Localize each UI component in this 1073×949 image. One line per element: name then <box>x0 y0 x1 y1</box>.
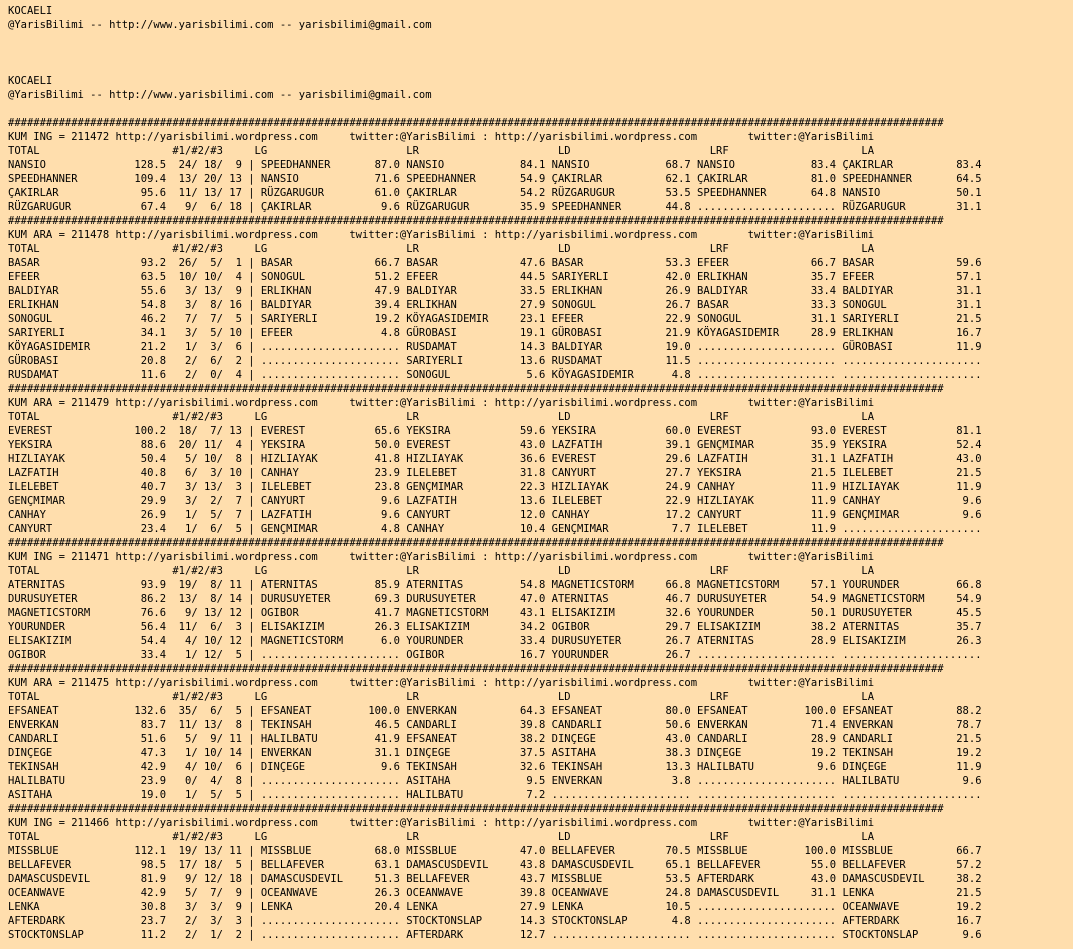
report-line: MISSBLUE 112.1 19/ 13/ 11 | MISSBLUE 68.0 MISSBLUE 47.0 BELLAFEVER 70.5 MISSBLUE 100.0 MISSBLUE 66.7 <box>8 845 982 857</box>
report-line <box>8 32 1073 46</box>
report-line: LENKA 30.8 3/ 3/ 9 | LENKA 20.4 LENKA 27.9 LENKA 10.5 ...................... OCEANWAVE 19.2 <box>8 901 982 913</box>
report-line: OGIBOR 33.4 1/ 12/ 5 | ...................... OGIBOR 16.7 YOURUNDER 26.7 ...................... ...................... <box>8 649 982 661</box>
report-line: TEKINSAH 42.9 4/ 10/ 6 | DINÇEGE 9.6 TEKINSAH 32.6 TEKINSAH 13.3 HALILBATU 9.6 DINÇEGE 11.9 <box>8 761 982 773</box>
report-line <box>8 60 1073 74</box>
report-line: RUSDAMAT 11.6 2/ 0/ 4 | ...................... SONOGUL 5.6 KÖYAGASIDEMIR 4.8 ...................... ...................... <box>8 369 982 381</box>
report-line: @YarisBilimi -- http://www.yarisbilimi.com -- yarisbilimi@gmail.com <box>8 89 432 101</box>
report-line: ENVERKAN 83.7 11/ 13/ 8 | TEKINSAH 46.5 CANDARLI 39.8 CANDARLI 50.6 ENVERKAN 71.4 ENVERKAN 78.7 <box>8 719 982 731</box>
report-line: KOCAELI <box>8 5 53 17</box>
report-line: LAZFATIH 40.8 6/ 3/ 10 | CANHAY 23.9 ILELEBET 31.8 CANYURT 27.7 YEKSIRA 21.5 ILELEBET 21.5 <box>8 467 982 479</box>
report-line: CANHAY 26.9 1/ 5/ 7 | LAZFATIH 9.6 CANYURT 12.0 CANHAY 17.2 CANYURT 11.9 GENÇMIMAR 9.6 <box>8 509 982 521</box>
report-line: YEKSIRA 88.6 20/ 11/ 4 | YEKSIRA 50.0 EVEREST 43.0 LAZFATIH 39.1 GENÇMIMAR 35.9 YEKSIRA 52.4 <box>8 439 982 451</box>
report-line: EFSANEAT 132.6 35/ 6/ 5 | EFSANEAT 100.0 ENVERKAN 64.3 EFSANEAT 80.0 EFSANEAT 100.0 EFSANEAT 88.2 <box>8 705 982 717</box>
report-line: AFTERDARK 23.7 2/ 3/ 3 | ...................... STOCKTONSLAP 14.3 STOCKTONSLAP 4.8 ...................... AFTERDARK 16.7 <box>8 915 982 927</box>
report-line: BASAR 93.2 26/ 5/ 1 | BASAR 66.7 BASAR 47.6 BASAR 53.3 EFEER 66.7 BASAR 59.6 <box>8 257 982 269</box>
report-line: #################################################################################################################################################### <box>8 537 944 549</box>
report-line: KÖYAGASIDEMIR 21.2 1/ 3/ 6 | ...................... RUSDAMAT 14.3 BALDIYAR 19.0 ...................... GÜROBASI 11.9 <box>8 341 982 353</box>
report-line: #################################################################################################################################################### <box>8 803 944 815</box>
report-line: ELISAKIZIM 54.4 4/ 10/ 12 | MAGNETICSTORM 6.0 YOURUNDER 33.4 DURUSUYETER 26.7 ATERNITAS 28.9 ELISAKIZIM 26.3 <box>8 635 982 647</box>
report-line: KUM ING = 211472 http://yarisbilimi.wordpress.com twitter:@YarisBilimi : http://yarisbilimi.wordpress.com twitter:@YarisBilimi <box>8 131 875 143</box>
report-line: RÜZGARUGUR 67.4 9/ 6/ 18 | ÇAKIRLAR 9.6 RÜZGARUGUR 35.9 SPEEDHANNER 44.8 ...................... RÜZGARUGUR 31.1 <box>8 201 982 213</box>
report-line: ERLIKHAN 54.8 3/ 8/ 16 | BALDIYAR 39.4 ERLIKHAN 27.9 SONOGUL 26.7 BASAR 33.3 SONOGUL 31.1 <box>8 299 982 311</box>
report-line: STOCKTONSLAP 11.2 2/ 1/ 2 | ...................... AFTERDARK 12.7 ...................... ...................... STOCKTONSLAP 9.6 <box>8 929 982 941</box>
report-line: CANDARLI 51.6 5/ 9/ 11 | HALILBATU 41.9 EFSANEAT 38.2 DINÇEGE 43.0 CANDARLI 28.9 CANDARLI 21.5 <box>8 733 982 745</box>
report-line: #################################################################################################################################################### <box>8 663 944 675</box>
report-line: KUM ARA = 211475 http://yarisbilimi.wordpress.com twitter:@YarisBilimi : http://yarisbilimi.wordpress.com twitter:@YarisBilimi <box>8 677 875 689</box>
report-line: BALDIYAR 55.6 3/ 13/ 9 | ERLIKHAN 47.9 BALDIYAR 33.5 ERLIKHAN 26.9 BALDIYAR 33.4 BALDIYAR 31.1 <box>8 285 982 297</box>
report-line <box>8 46 1073 60</box>
report-line: TOTAL #1/#2/#3 LG LR LD LRF LA <box>8 145 875 157</box>
report-line: BELLAFEVER 98.5 17/ 18/ 5 | BELLAFEVER 63.1 DAMASCUSDEVIL 43.8 DAMASCUSDEVIL 65.1 BELLAFEVER 55.0 BELLAFEVER 57.2 <box>8 859 982 871</box>
report-line: #################################################################################################################################################### <box>8 117 944 129</box>
report-line: GÜROBASI 20.8 2/ 6/ 2 | ...................... SARIYERLI 13.6 RUSDAMAT 11.5 ...................... ...................... <box>8 355 982 367</box>
report-line: SONOGUL 46.2 7/ 7/ 5 | SARIYERLI 19.2 KÖYAGASIDEMIR 23.1 EFEER 22.9 SONOGUL 31.1 SARIYERLI 21.5 <box>8 313 982 325</box>
report-line: TOTAL #1/#2/#3 LG LR LD LRF LA <box>8 411 875 423</box>
report-line: TOTAL #1/#2/#3 LG LR LD LRF LA <box>8 831 875 843</box>
report-line: @YarisBilimi -- http://www.yarisbilimi.com -- yarisbilimi@gmail.com <box>8 19 432 31</box>
report-line: SARIYERLI 34.1 3/ 5/ 10 | EFEER 4.8 GÜROBASI 19.1 GÜROBASI 21.9 KÖYAGASIDEMIR 28.9 ERLIKHAN 16.7 <box>8 327 982 339</box>
report-line: KUM ING = 211471 http://yarisbilimi.wordpress.com twitter:@YarisBilimi : http://yarisbilimi.wordpress.com twitter:@YarisBilimi <box>8 551 875 563</box>
report-line: ILELEBET 40.7 3/ 13/ 3 | ILELEBET 23.8 GENÇMIMAR 22.3 HIZLIAYAK 24.9 CANHAY 11.9 HIZLIAYAK 11.9 <box>8 481 982 493</box>
report-line: ÇAKIRLAR 95.6 11/ 13/ 17 | RÜZGARUGUR 61.0 ÇAKIRLAR 54.2 RÜZGARUGUR 53.5 SPEEDHANNER 64.8 NANSIO 50.1 <box>8 187 982 199</box>
report-line: TOTAL #1/#2/#3 LG LR LD LRF LA <box>8 243 875 255</box>
report-line: GENÇMIMAR 29.9 3/ 2/ 7 | CANYURT 9.6 LAZFATIH 13.6 ILELEBET 22.9 HIZLIAYAK 11.9 CANHAY 9.6 <box>8 495 982 507</box>
report-line: MAGNETICSTORM 76.6 9/ 13/ 12 | OGIBOR 41.7 MAGNETICSTORM 43.1 ELISAKIZIM 32.6 YOURUNDER 50.1 DURUSUYETER 45.5 <box>8 607 982 619</box>
report-line: KUM ARA = 211478 http://yarisbilimi.wordpress.com twitter:@YarisBilimi : http://yarisbilimi.wordpress.com twitter:@YarisBilimi <box>8 229 875 241</box>
report-line: TOTAL #1/#2/#3 LG LR LD LRF LA <box>8 565 875 577</box>
report-line: YOURUNDER 56.4 11/ 6/ 3 | ELISAKIZIM 26.3 ELISAKIZIM 34.2 OGIBOR 29.7 ELISAKIZIM 38.2 ATERNITAS 35.7 <box>8 621 982 633</box>
report-line: HALILBATU 23.9 0/ 4/ 8 | ...................... ASITAHA 9.5 ENVERKAN 3.8 ...................... HALILBATU 9.6 <box>8 775 982 787</box>
report-line <box>8 102 1073 116</box>
report-line: #################################################################################################################################################### <box>8 383 944 395</box>
report-line: KUM ARA = 211479 http://yarisbilimi.wordpress.com twitter:@YarisBilimi : http://yarisbilimi.wordpress.com twitter:@YarisBilimi <box>8 397 875 409</box>
report-line: EFEER 63.5 10/ 10/ 4 | SONOGUL 51.2 EFEER 44.5 SARIYERLI 42.0 ERLIKHAN 35.7 EFEER 57.1 <box>8 271 982 283</box>
report-line: EVEREST 100.2 18/ 7/ 13 | EVEREST 65.6 YEKSIRA 59.6 YEKSIRA 60.0 EVEREST 93.0 EVEREST 81.1 <box>8 425 982 437</box>
report-line: DINÇEGE 47.3 1/ 10/ 14 | ENVERKAN 31.1 DINÇEGE 37.5 ASITAHA 38.3 DINÇEGE 19.2 TEKINSAH 19.2 <box>8 747 982 759</box>
report-line: NANSIO 128.5 24/ 18/ 9 | SPEEDHANNER 87.0 NANSIO 84.1 NANSIO 68.7 NANSIO 83.4 ÇAKIRLAR 83.4 <box>8 159 982 171</box>
report-line: CANYURT 23.4 1/ 6/ 5 | GENÇMIMAR 4.8 CANHAY 10.4 GENÇMIMAR 7.7 ILELEBET 11.9 ...................... <box>8 523 982 535</box>
report-line: ASITAHA 19.0 1/ 5/ 5 | ...................... HALILBATU 7.2 ...................... ...................... ...................... <box>8 789 982 801</box>
report-line: OCEANWAVE 42.9 5/ 7/ 9 | OCEANWAVE 26.3 OCEANWAVE 39.8 OCEANWAVE 24.8 DAMASCUSDEVIL 31.1 LENKA 21.5 <box>8 887 982 899</box>
report-line: KOCAELI <box>8 75 53 87</box>
report-line: TOTAL #1/#2/#3 LG LR LD LRF LA <box>8 691 875 703</box>
report-line: SPEEDHANNER 109.4 13/ 20/ 13 | NANSIO 71.6 SPEEDHANNER 54.9 ÇAKIRLAR 62.1 ÇAKIRLAR 81.0 SPEEDHANNER 64.5 <box>8 173 982 185</box>
report-line: KUM ING = 211466 http://yarisbilimi.wordpress.com twitter:@YarisBilimi : http://yarisbilimi.wordpress.com twitter:@YarisBilimi <box>8 817 875 829</box>
report-line: ATERNITAS 93.9 19/ 8/ 11 | ATERNITAS 85.9 ATERNITAS 54.8 MAGNETICSTORM 66.8 MAGNETICSTORM 57.1 YOURUNDER 66.8 <box>8 579 982 591</box>
report-line: DAMASCUSDEVIL 81.9 9/ 12/ 18 | DAMASCUSDEVIL 51.3 BELLAFEVER 43.7 MISSBLUE 53.5 AFTERDARK 43.0 DAMASCUSDEVIL 38.2 <box>8 873 982 885</box>
report-line: DURUSUYETER 86.2 13/ 8/ 14 | DURUSUYETER 69.3 DURUSUYETER 47.0 ATERNITAS 46.7 DURUSUYETER 54.9 MAGNETICSTORM 54.9 <box>8 593 982 605</box>
report-line: HIZLIAYAK 50.4 5/ 10/ 8 | HIZLIAYAK 41.8 HIZLIAYAK 36.6 EVEREST 29.6 LAZFATIH 31.1 LAZFATIH 43.0 <box>8 453 982 465</box>
report-line: #################################################################################################################################################### <box>8 215 944 227</box>
